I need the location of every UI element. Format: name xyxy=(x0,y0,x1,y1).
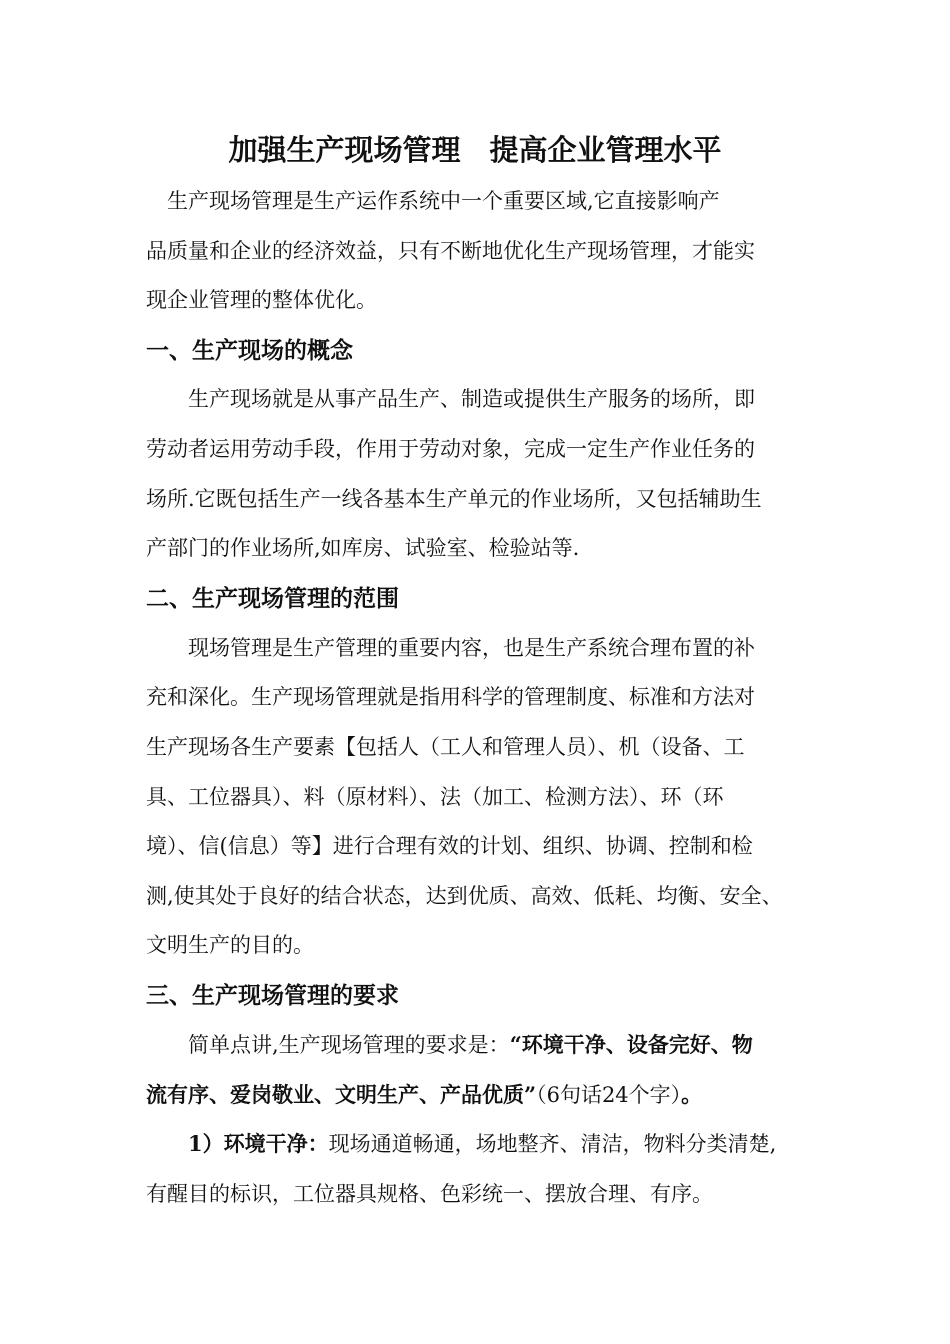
section-2-line-5: 境）、信(信息）等】进行合理有效的计划、组织、协调、控制和检 xyxy=(146,834,753,858)
requirements-quote-start: “环境干净、设备完好、物 xyxy=(509,1032,753,1057)
section-2-line-6: 测,使其处于良好的结合状态，达到优质、高效、低耗、均衡、安全、 xyxy=(146,884,783,908)
section-1-line-2: 劳动者运用劳动手段，作用于劳动对象，完成一定生产作业任务的 xyxy=(146,437,755,461)
section-2-line-3: 生产现场各生产要素【包括人（工人和管理人员）、机（设备、工 xyxy=(146,735,745,759)
section-2-line-7: 文明生产的目的。 xyxy=(146,933,314,957)
item-1-label: 1）环境干净： xyxy=(146,1131,329,1156)
section-1-heading: 一、生产现场的概念 xyxy=(146,338,353,364)
section-1-line-1: 生产现场就是从事产品生产、制造或提供生产服务的场所，即 xyxy=(146,387,755,411)
section-1-line-3: 场所.它既包括生产一线各基本生产单元的作业场所，又包括辅助生 xyxy=(146,487,762,511)
section-2-line-1: 现场管理是生产管理的重要内容，也是生产系统合理布置的补 xyxy=(146,636,755,660)
intro-line-2: 品质量和企业的经济效益，只有不断地优化生产现场管理，才能实 xyxy=(146,239,755,263)
section-1-line-4: 产部门的作业场所,如库房、试验室、检验站等. xyxy=(146,536,580,560)
item-1-text: 现场通道畅通，场地整齐、清洁，物料分类清楚, xyxy=(328,1132,777,1156)
requirements-intro: 简单点讲,生产现场管理的要求是： xyxy=(146,1033,510,1057)
requirements-period: 。 xyxy=(681,1082,703,1107)
section-2-line-2: 充和深化。生产现场管理就是指用科学的管理制度、标准和方法对 xyxy=(146,685,755,709)
section-2-heading: 二、生产现场管理的范围 xyxy=(146,586,399,612)
section-3-line-2 xyxy=(146,1080,702,1110)
requirements-quote-end: 流有序、爱岗敬业、文明生产、产品优质” xyxy=(146,1082,537,1107)
section-3-line-3 xyxy=(146,1129,776,1159)
intro-line-1: 生产现场管理是生产运作系统中一个重要区域,它直接影响产 xyxy=(146,189,720,213)
section-2-line-4: 具、工位器具）、料（原材料）、法（加工、检测方法）、环（环 xyxy=(146,785,724,809)
section-3-line-4: 有醒目的标识，工位器具规格、色彩统一、摆放合理、有序。 xyxy=(146,1182,713,1206)
requirements-count: （6句话24个字） xyxy=(536,1083,682,1107)
document-title: 加强生产现场管理 提高企业管理水平 xyxy=(228,133,722,167)
intro-line-3: 现企业管理的整体优化。 xyxy=(146,288,377,312)
section-3-heading: 三、生产现场管理的要求 xyxy=(146,983,399,1009)
section-3-line-1 xyxy=(146,1030,753,1060)
